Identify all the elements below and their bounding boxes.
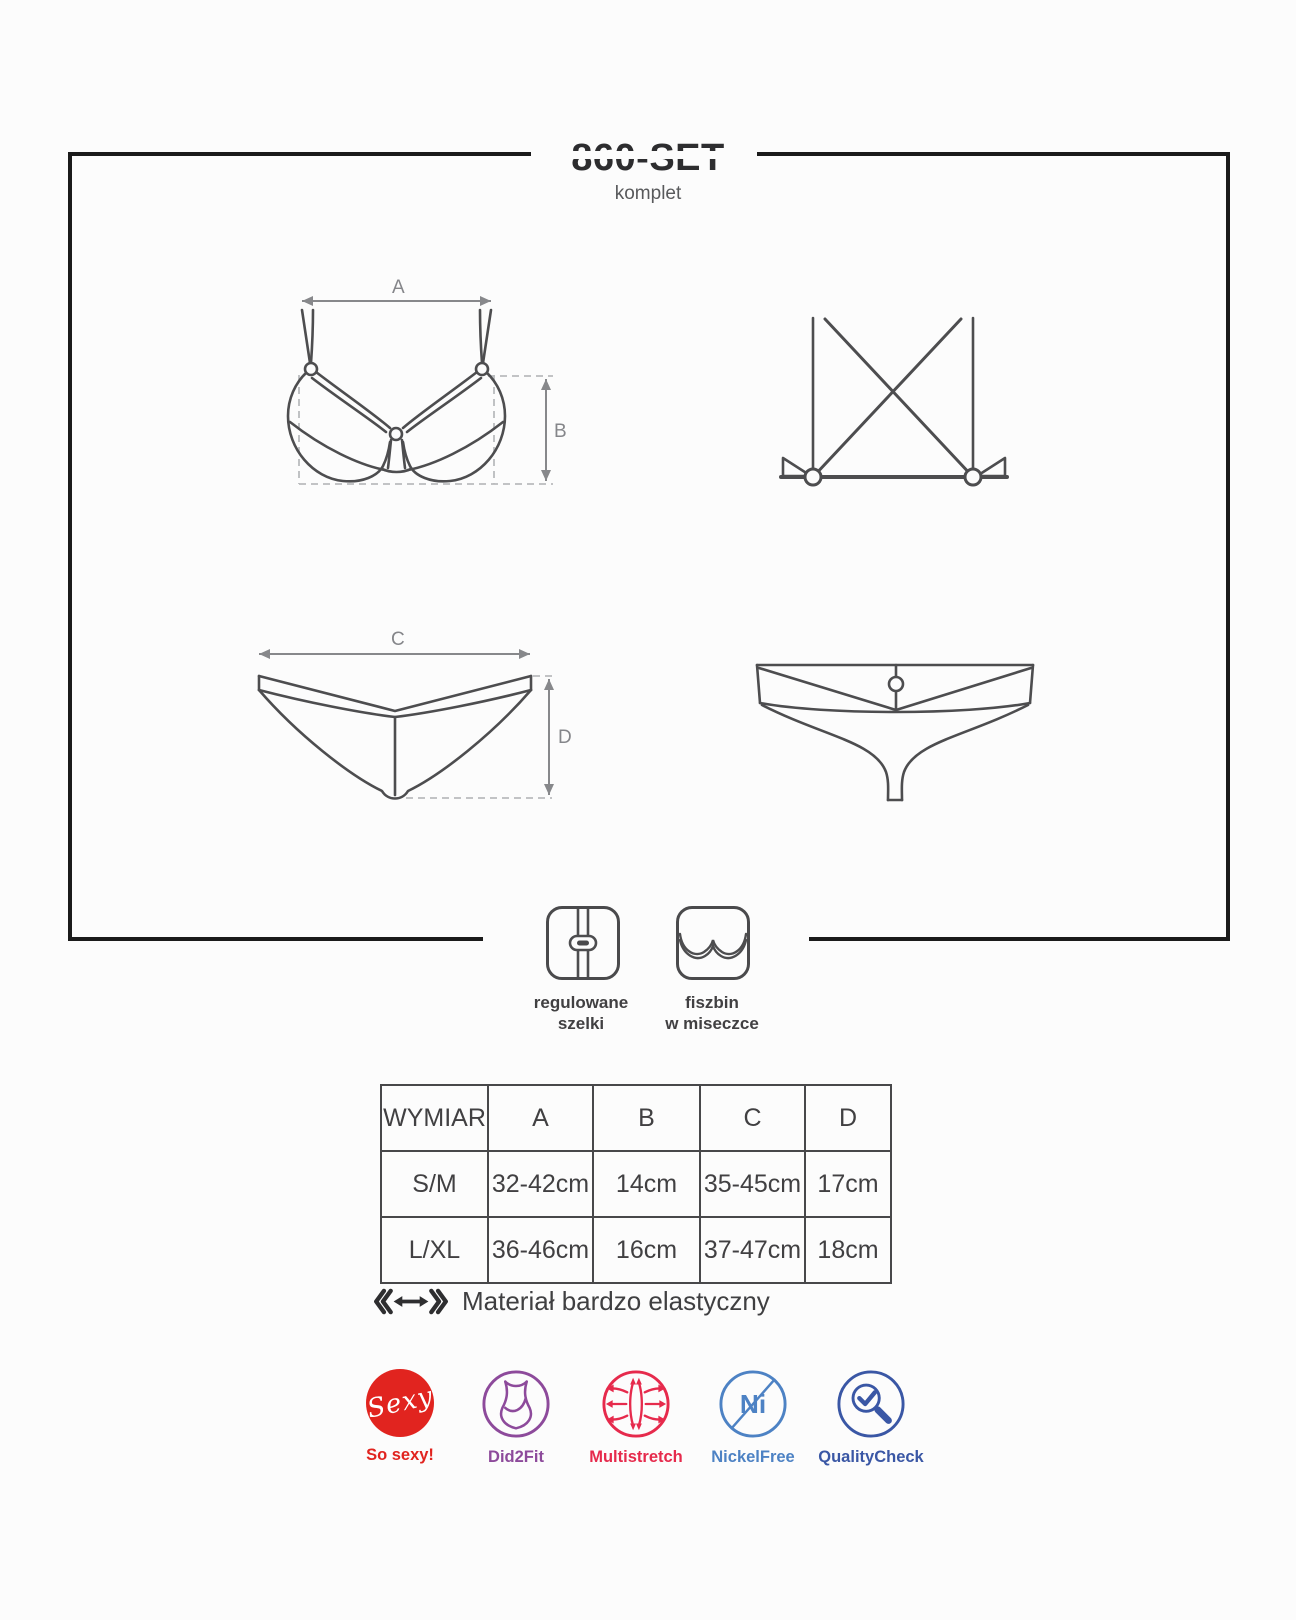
size-cell: L/XL (381, 1217, 488, 1283)
header-wymiar: WYMIAR (381, 1085, 488, 1151)
badge-qualitycheck (811, 1369, 931, 1467)
dimension-a-label: A (392, 277, 405, 298)
badge-label: QualityCheck (818, 1448, 924, 1466)
value-cell: 17cm (805, 1151, 891, 1217)
panties-measure-arrows (259, 649, 554, 795)
header-c: C (700, 1085, 805, 1151)
header-d: D (805, 1085, 891, 1151)
qualitycheck-icon (836, 1369, 906, 1439)
value-cell: 35-45cm (700, 1151, 805, 1217)
badge-label: Did2Fit (488, 1448, 544, 1466)
feature-label-adjustable-straps: regulowane szelki (533, 993, 629, 1034)
badge-nickelfree (693, 1369, 813, 1467)
bra-dashed-guides (299, 375, 553, 484)
size-table-header-row (381, 1085, 891, 1151)
material-note-text: Materiał bardzo elastyczny (462, 1286, 770, 1316)
nickelfree-icon (718, 1369, 788, 1439)
bra-front-diagram (250, 272, 570, 492)
badge-did2fit (456, 1369, 576, 1467)
bra-back-drawing (781, 318, 1007, 485)
underwire-cup-icon (679, 909, 747, 977)
size-cell: S/M (381, 1151, 488, 1217)
badge-label: So sexy! (366, 1446, 434, 1464)
panties-front-diagram (243, 612, 583, 812)
value-cell: 18cm (805, 1217, 891, 1283)
badge-label: NickelFree (711, 1448, 795, 1466)
dimension-c-label: C (391, 629, 405, 650)
value-cell: 16cm (593, 1217, 700, 1283)
feature-underwire-cup (676, 906, 750, 980)
material-note (374, 1286, 770, 1317)
panties-front-drawing (259, 676, 531, 799)
value-cell: 32-42cm (488, 1151, 593, 1217)
adjustable-straps-icon (549, 909, 617, 977)
table-row (381, 1217, 891, 1283)
feature-adjustable-straps (546, 906, 620, 980)
frame-icon-gap (483, 934, 809, 942)
stretch-arrows-icon (374, 1287, 448, 1316)
value-cell: 37-47cm (700, 1217, 805, 1283)
badge-label: Multistretch (589, 1448, 683, 1466)
panties-back-drawing (757, 665, 1033, 800)
bra-back-diagram (745, 300, 1025, 490)
svg-text:Ni: Ni (739, 1388, 767, 1419)
feature-label-underwire-cup: fiszbin w miseczce (665, 993, 759, 1034)
dimension-b-label: B (554, 421, 567, 442)
frame-title-gap (531, 151, 757, 159)
page-subtitle: komplet (614, 183, 682, 204)
panties-back-diagram (735, 642, 1055, 812)
multistretch-icon (601, 1369, 671, 1439)
badge-so-sexy (340, 1369, 460, 1465)
badge-multistretch (576, 1369, 696, 1467)
header-b: B (593, 1085, 700, 1151)
table-row (381, 1151, 891, 1217)
bra-front-drawing (288, 310, 505, 481)
did2fit-icon (481, 1369, 551, 1439)
header-a: A (488, 1085, 593, 1151)
dimension-d-label: D (558, 727, 572, 748)
value-cell: 14cm (593, 1151, 700, 1217)
so-sexy-icon: Sexy (366, 1369, 434, 1437)
diagram-frame (68, 152, 1230, 941)
value-cell: 36-46cm (488, 1217, 593, 1283)
size-table (380, 1084, 892, 1284)
